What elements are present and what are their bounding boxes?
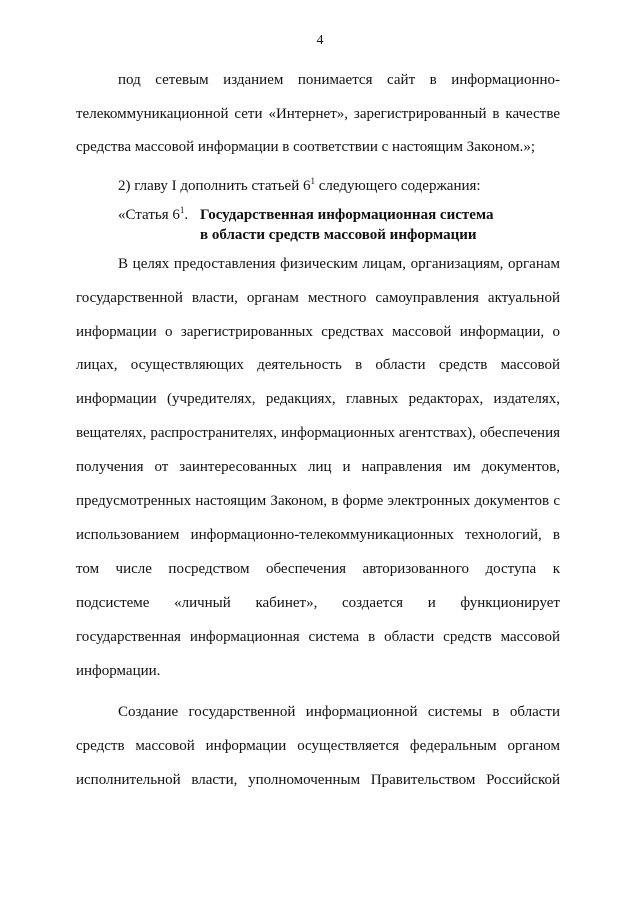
text-line: государственная информационная система в области средств массовой (76, 629, 560, 645)
text-line: информации о зарегистрированных средствах массовой информации, о (76, 324, 560, 340)
text-line: информации. (76, 663, 161, 679)
article-title (200, 205, 494, 245)
text-line: подсистеме «личный кабинет», создается и функционирует (76, 595, 560, 611)
article-title-line: Государственная информационная система (200, 207, 494, 223)
text-line: средств массовой информации осуществляется федеральным органом (76, 738, 560, 754)
text-line: средства массовой информации в соответствии с настоящим Законом.»; (76, 139, 536, 155)
article-label-sup: 1 (179, 205, 185, 215)
item-2-sup: 1 (310, 176, 315, 186)
article-label-tail: . (184, 207, 189, 223)
text-line: Создание государственной информационной системы в области (118, 704, 560, 720)
text-line: государственной власти, органам местного самоуправления актуальной (76, 290, 560, 306)
text-line: лицах, осуществляющих деятельность в области средств массовой (76, 357, 560, 373)
article-label-text: «Статья 6 (118, 207, 180, 223)
item-2-text: 2) главу I дополнить статьей 6 (118, 178, 311, 194)
item-2-tail: следующего содержания: (315, 178, 481, 194)
text-line: получения от заинтересованных лиц и направления им документов, (76, 459, 560, 475)
text-line: предусмотренных настоящим Законом, в форме электронных документов с (76, 493, 560, 509)
text-line: вещателях, распространителях, информационных агентствах), обеспечения (76, 425, 560, 441)
text-line: исполнительной власти, уполномоченным Правительством Российской (76, 772, 560, 788)
text-line: под сетевым изданием понимается сайт в информационно- (118, 72, 560, 88)
article-title-line: в области средств массовой информации (200, 227, 477, 243)
text-line: телекоммуникационной сети «Интернет», зарегистрированный в качестве (76, 106, 560, 122)
article-label (118, 205, 188, 224)
text-line: том числе посредством обеспечения авторизованного доступа к (76, 561, 560, 577)
text-line: информации (учредителях, редакциях, главных редакторах, издателях, (76, 391, 560, 407)
page-number: 4 (316, 33, 324, 48)
item-2 (118, 172, 560, 195)
text-line: использованием информационно-телекоммуникационных технологий, в (76, 527, 560, 543)
text-line: В целях предоставления физическим лицам, организациям, органам (118, 256, 560, 272)
